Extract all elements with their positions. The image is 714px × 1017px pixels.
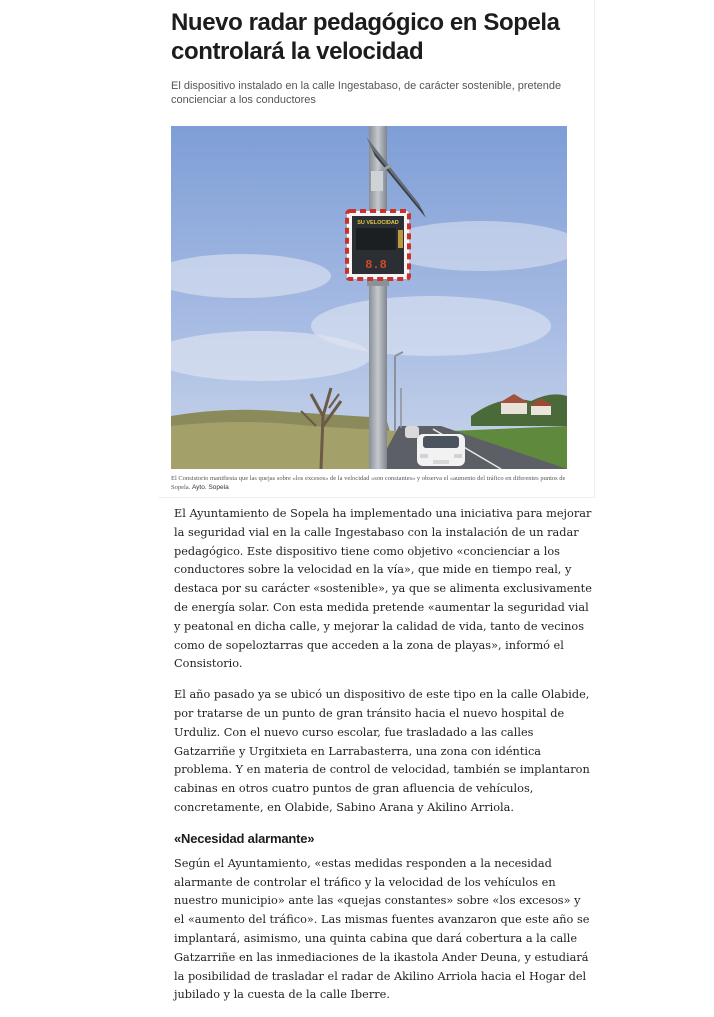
article-paragraph: El año pasado ya se ubicó un dispositivo de este tipo en la calle Olabide, por tratarse de un punto de gran tránsito hacia el nuevo hospital de Urduliz. Con el nuevo curso escolar, fue trasladado a las calles Gatzarriñe y Urgitxieta en Larrabasterra, una zona con idéntica problema. Y en materia de control de velocidad, también se implantaron cabinas en otros cuatro puntos de gran afluencia de vehículos, concretamente, en Olabide, Sabino Arana y Akilino Arriola. [174,688,590,814]
photo-caption [171,474,571,492]
svg-text:8.8: 8.8 [365,258,387,272]
section-heading: «Necesidad alarmante» [174,830,315,846]
article-paragraph: El Ayuntamiento de Sopela ha implementado una iniciativa para mejorar la seguridad vial en la calle Ingestabaso con la instalación de un radar pedagógico. Este dispositivo tiene como objetivo «concienciar a los conductores sobre la velocidad en la vía», que mide en tiempo real, y destaca por su carácter «sostenible», ya que se alimenta exclusivamente de energía solar. Con esta medida pretende «aumentar la seguridad vial y peatonal en dicha calle, y mejorar la calidad de vida, tanto de vecinos como de sopeloztarras que acceden a la zona de playas», informó el Consistorio. [174,507,592,671]
photo-credit: Ayto. Sopela [191,484,229,491]
article-subtitle: El dispositivo instalado en la calle Ingestabaso, de carácter sostenible, pretende concienciar a los conductores [171,80,562,106]
article-paragraph: Según el Ayuntamiento, «estas medidas responden a la necesidad alarmante de controlar el tráfico y la velocidad de los vehículos en nuestro municipio» ante las «quejas constantes» sobre «los excesos» y el «aumento del tráfico». Las mismas fuentes avanzaron que este año se implantará, asimismo, una quinta cabina que dará cobertura a la calle Gatzarriñe en las inmediaciones de la ikastola Ander Deuna, y estudiará la posibilidad de trasladar el radar de Akilino Arriola hacia el Hogar del jubilado y la cuesta de la calle Iberre. [174,856,590,1002]
speed-sign-label: SU VELOCIDAD [357,220,399,226]
article-headline: Nuevo radar pedagógico en Sopela controlará la velocidad [171,9,560,65]
article-body [174,505,594,1017]
article-photo [171,126,567,469]
photo-caption-text: El Consistorio manifiesta que las quejas sobre «los excesos» de la velocidad «son constantes» y observa el «aumento del tráfico en diferentes puntos de Sopela. [171,475,566,491]
